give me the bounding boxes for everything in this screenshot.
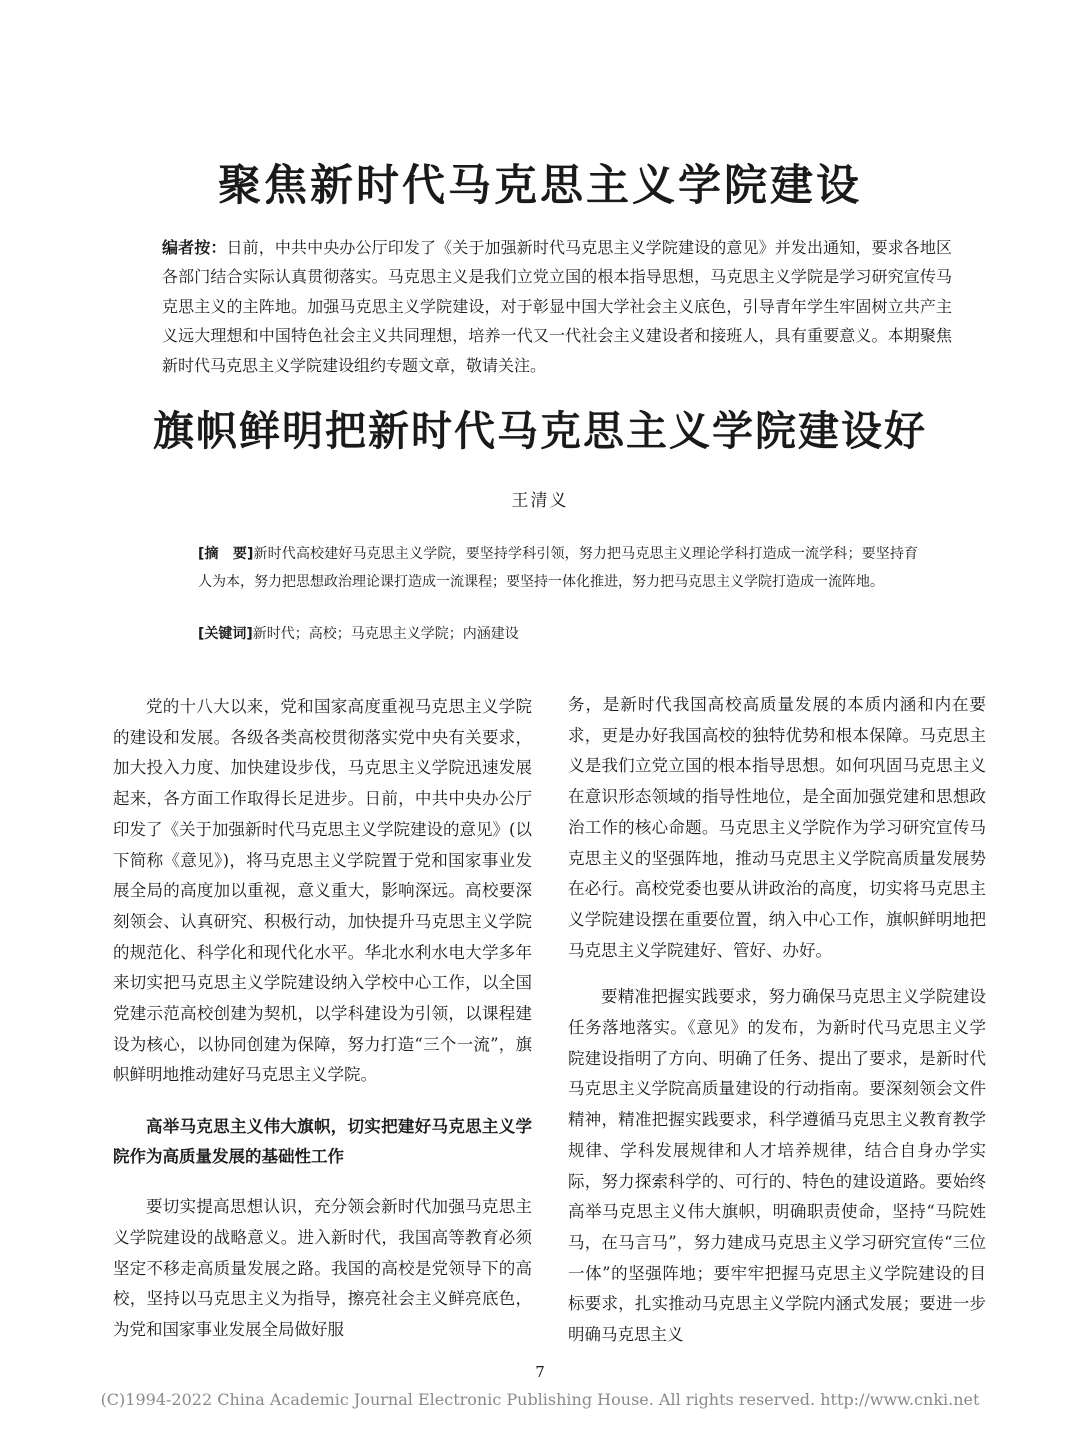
abstract bbox=[198, 541, 918, 596]
keywords-label: [关键词] bbox=[198, 626, 253, 642]
body-column-right bbox=[568, 690, 986, 1351]
paragraph-gap bbox=[568, 966, 986, 982]
keywords bbox=[198, 621, 918, 648]
editor-note-label: 编者按： bbox=[162, 238, 227, 257]
page-number: 7 bbox=[535, 1363, 545, 1381]
body-column-left bbox=[113, 692, 532, 1346]
body-paragraph: 党的十八大以来，党和国家高度重视马克思主义学院的建设和发展。各级各类高校贯彻落实党中央有关要求，加大投入力度、加快建设步伐，马克思主义学院迅速发展起来，各方面工作取得长足进步。日前，中共中央办公厅印发了《关于加强新时代马克思主义学院建设的意见》(以下简称《意见》)，将马克思主义学院置于党和国家事业发展全局的高度加以重视，意义重大，影响深远。高校要深刻领会、认真研究、积极行动，加快提升马克思主义学院的规范化、科学化和现代化水平。华北水利水电大学多年来切实把马克思主义学院建设纳入学校中心工作，以全国党建示范高校创建为契机，以学科建设为引领，以课程建设为核心，以协同创建为保障，努力打造“三个一流”，旗帜鲜明地推动建好马克思主义学院。 bbox=[113, 697, 532, 1085]
body-paragraph: 务，是新时代我国高校高质量发展的本质内涵和内在要求，更是办好我国高校的独特优势和根本保障。马克思主义是我们立党立国的根本指导思想。如何巩固马克思主义在意识形态领域的指导性地位，是全面加强党建和思想政治工作的核心命题。马克思主义学院作为学习研究宣传马克思主义的坚强阵地，推动马克思主义学院高质量发展势在必行。高校党委也要从讲政治的高度，切实将马克思主义学院建设摆在重要位置，纳入中心工作，旗帜鲜明地把马克思主义学院建好、管好、办好。 bbox=[568, 695, 986, 960]
abstract-label: [摘 要] bbox=[198, 546, 254, 562]
body-paragraph: 要精准把握实践要求，努力确保马克思主义学院建设任务落地落实。《意见》的发布，为新时代马克思主义学院建设指明了方向、明确了任务、提出了要求，是新时代马克思主义学院高质量建设的行动指南。要深刻领会文件精神，精准把握实践要求，科学遵循马克思主义教育教学规律、学科发展规律和人才培养规律，结合自身办学实际，努力探索科学的、可行的、特色的建设道路。要始终高举马克思主义伟大旗帜，明确职责使命，坚持“马院姓马，在马言马”，努力建成马克思主义学习研究宣传“三位一体”的坚强阵地；要牢牢把握马克思主义学院建设的目标要求，扎实推动马克思主义学院内涵式发展；要进一步明确马克思主义 bbox=[568, 987, 986, 1345]
section-heading: 高举马克思主义伟大旗帜，切实把建好马克思主义学院作为高质量发展的基础性工作 bbox=[113, 1117, 532, 1167]
column-title: 聚焦新时代马克思主义学院建设 bbox=[218, 161, 862, 211]
copyright-footer: (C)1994-2022 China Academic Journal Electronic Publishing House. All rights reserved. http://www.cnki.net bbox=[100, 1390, 980, 1409]
body-paragraph: 要切实提高思想认识，充分领会新时代加强马克思主义学院建设的战略意义。进入新时代，我国高等教育必须坚定不移走高质量发展之路。我国的高校是党领导下的高校，坚持以马克思主义为指导，擦亮社会主义鲜亮底色，为党和国家事业发展全局做好服 bbox=[113, 1197, 532, 1339]
editor-note bbox=[162, 233, 952, 380]
author: 王清义 bbox=[511, 491, 569, 511]
article-title: 旗帜鲜明把新时代马克思主义学院建设好 bbox=[153, 407, 927, 455]
keywords-text: 新时代；高校；马克思主义学院；内涵建设 bbox=[252, 626, 519, 642]
editor-note-text: 日前，中共中央办公厅印发了《关于加强新时代马克思主义学院建设的意见》并发出通知，要求各地区各部门结合实际认真贯彻落实。马克思主义是我们立党立国的根本指导思想，马克思主义学院是学习研究宣传马克思主义的主阵地。加强马克思主义学院建设，对于彰显中国大学社会主义底色，引导青年学生牢固树立共产主义远大理想和中国特色社会主义共同理想，培养一代又一代社会主义建设者和接班人，具有重要意义。本期聚焦新时代马克思主义学院建设组约专题文章，敬请关注。 bbox=[162, 238, 952, 375]
abstract-text: 新时代高校建好马克思主义学院，要坚持学科引领，努力把马克思主义理论学科打造成一流学科；要坚持育人为本，努力把思想政治理论课打造成一流课程；要坚持一体化推进，努力把马克思主义学院打造成一流阵地。 bbox=[198, 546, 919, 590]
